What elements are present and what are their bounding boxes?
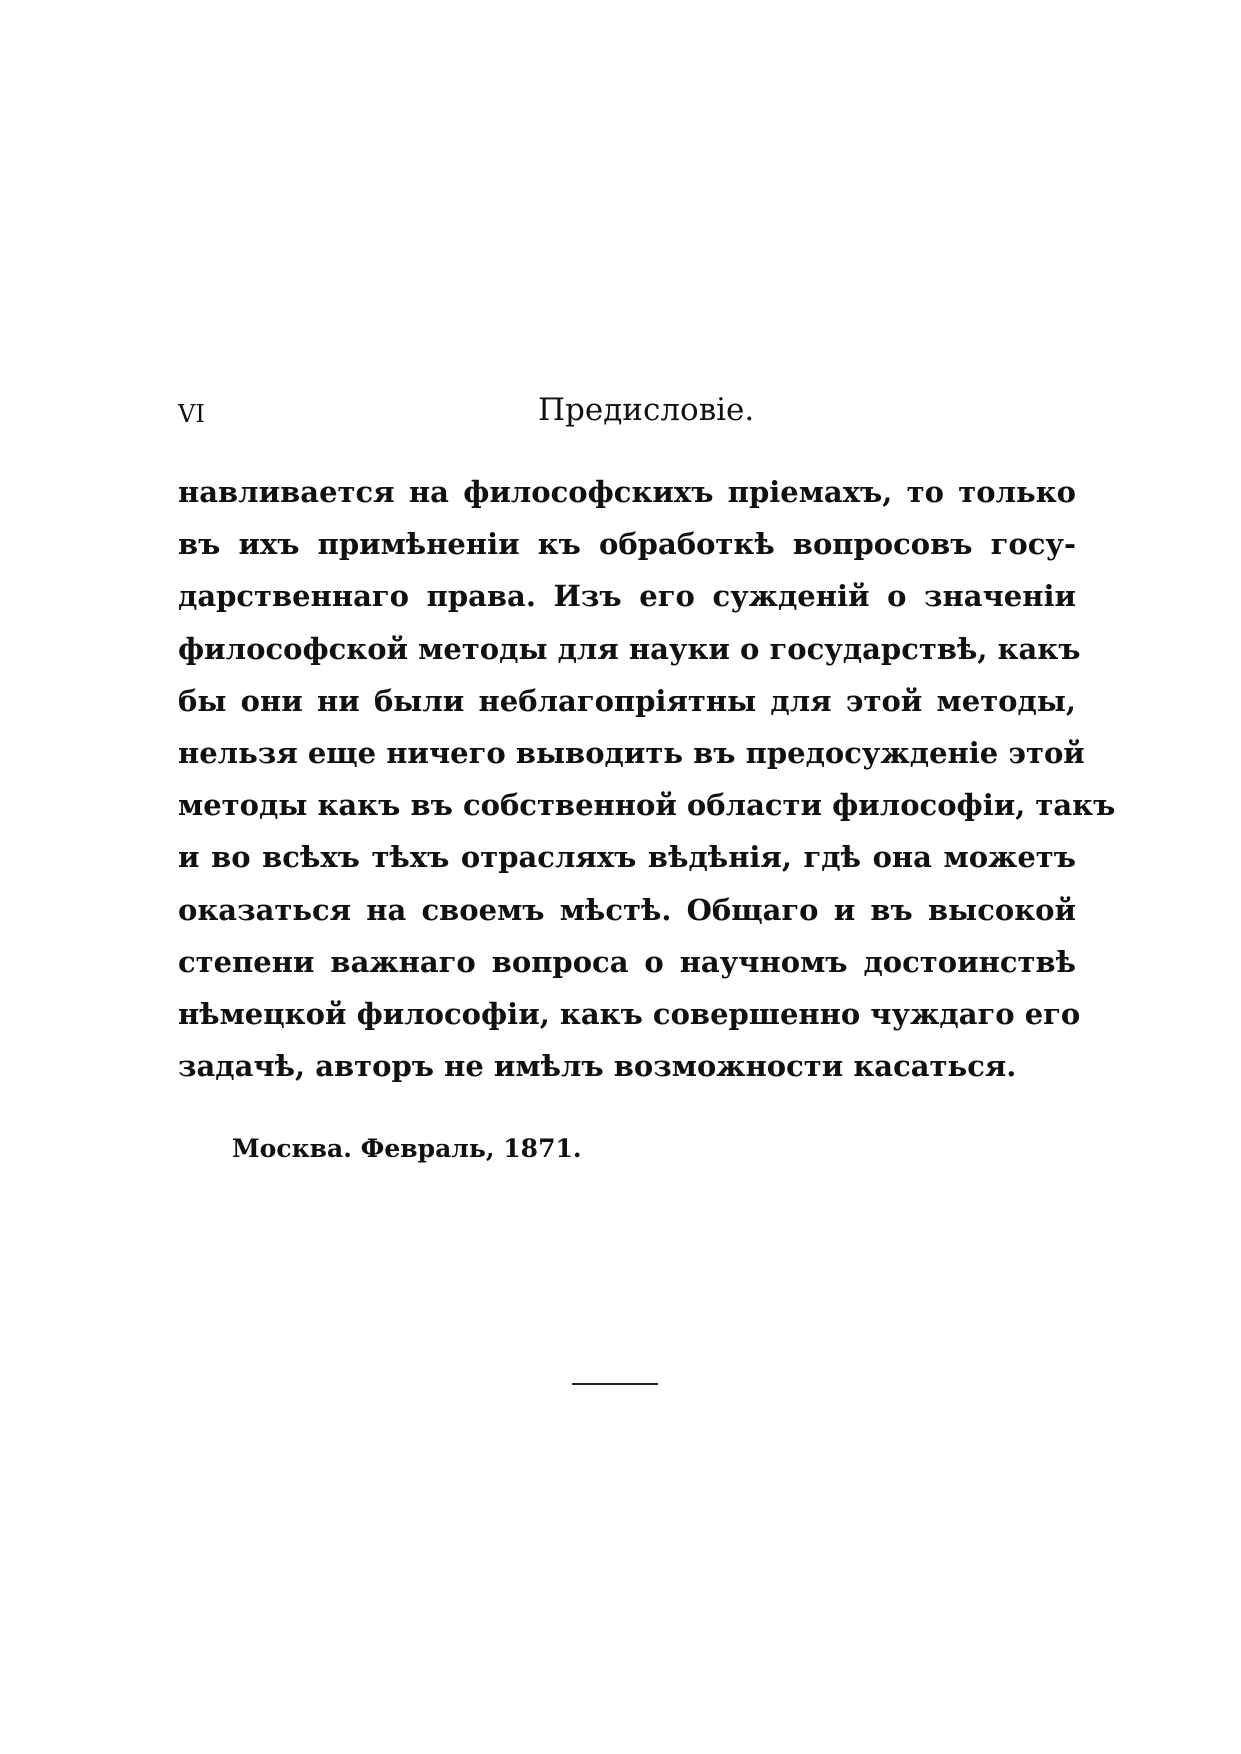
text-line: и во всѣхъ тѣхъ отрасляхъ вѣдѣнія, гдѣ она можетъ — [178, 840, 1076, 875]
body-text — [178, 466, 1116, 1092]
text-line: степени важнаго вопроса о научномъ достоинствѣ — [178, 944, 1076, 979]
text-line: дарственнаго права. Изъ его сужденій о значеніи — [178, 579, 1076, 614]
text-line: бы они ни были неблагопріятны для этой методы, — [178, 683, 1076, 718]
text-line: философской методы для науки о государствѣ, какъ — [178, 631, 1081, 666]
text-line: нельзя еще ничего выводить въ предосужденіе этой — [178, 735, 1085, 770]
text-line: навливается на философскихъ пріемахъ, то только — [178, 475, 1076, 509]
text-line: методы какъ въ собственной области философіи, такъ — [178, 788, 1116, 823]
place-date-signature: Москва. Февраль, 1871. — [232, 1134, 582, 1163]
closing-rule — [572, 1383, 658, 1385]
text-line: нѣмецкой философіи, какъ совершенно чуждаго его — [178, 996, 1081, 1031]
header-title: Предисловіе. — [538, 392, 755, 428]
running-header — [178, 392, 1068, 436]
text-line: задачѣ, авторъ не имѣлъ возможности касаться. — [178, 1049, 1017, 1084]
text-line: оказаться на своемъ мѣстѣ. Общаго и въ высокой — [178, 892, 1076, 927]
page-number: VI — [178, 400, 205, 428]
text-line: въ ихъ примѣненіи къ обработкѣ вопросовъ госу- — [178, 527, 1076, 562]
